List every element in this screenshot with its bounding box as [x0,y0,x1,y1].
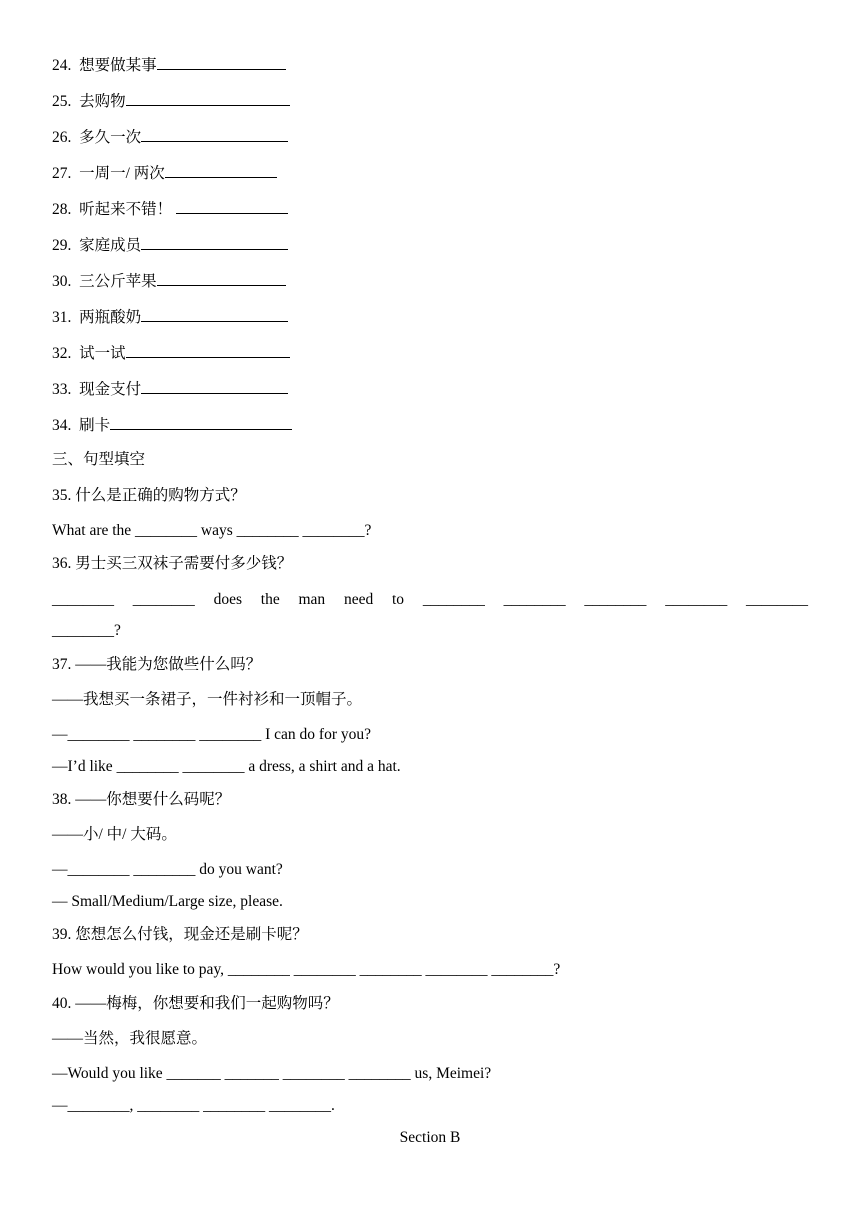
item-number: 33. [52,381,72,398]
item-text: 三公斤苹果 [79,273,157,290]
question-36-prompt: 36. 男士买三双袜子需要付多少钱？ [52,555,293,572]
answer-blank[interactable] [141,126,288,142]
question-36-sentence-end: ________? [52,622,121,639]
item-number: 27. [52,165,72,182]
item-number: 26. [52,129,72,146]
question-35-sentence: What are the ________ ways ________ ________? [52,522,372,539]
sentence-word: does [213,591,242,608]
answer-blank[interactable] [141,306,288,322]
question-35-prompt: 35. 什么是正确的购物方式？ [52,487,246,504]
answer-blank[interactable] [110,414,292,430]
sentence-word: man [298,591,326,608]
answer-blank[interactable] [157,270,286,286]
item-text: 刷卡 [79,417,111,434]
question-39-prompt: 39. 您想怎么付钱，现金还是刷卡呢？ [52,926,308,943]
question-37-sentence-1: —________ ________ ________ I can do for you? [52,726,371,743]
vocab-item [52,234,288,256]
question-40-sentence-1: —Would you like _______ _______ ________ ________ us, Meimei? [52,1065,492,1082]
answer-blank[interactable]: ________ [745,591,808,608]
question-37-prompt: 37. ——我能为您做些什么吗？ [52,656,262,673]
item-text: 两瓶酸奶 [79,309,142,326]
answer-blank[interactable] [176,198,288,214]
item-number: 32. [52,345,72,362]
item-text: 现金支付 [79,381,142,398]
item-text: 多久一次 [79,129,142,146]
answer-blank[interactable]: ________ [422,591,485,608]
question-37-sentence-2: —I’d like ________ ________ a dress, a shirt and a hat. [52,758,401,775]
question-38-prompt-reply: ——小/ 中/ 大码。 [52,826,177,843]
question-38-sentence-1: —________ ________ do you want? [52,861,283,878]
question-38-sentence-2: — Small/Medium/Large size, please. [52,893,283,910]
vocab-item [52,270,286,292]
question-39-sentence: How would you like to pay, ________ ________ ________ ________ ________? [52,961,561,978]
section-b-heading: Section B [399,1129,461,1146]
vocab-item [52,90,290,112]
vocab-item [52,198,288,220]
question-40-prompt: 40. ——梅梅，你想要和我们一起购物吗？ [52,995,339,1012]
sentence-word: the [260,591,280,608]
item-text: 试一试 [79,345,126,362]
item-number: 24. [52,57,72,74]
vocab-item [52,414,292,436]
item-text: 想要做某事 [79,57,157,74]
item-text: 听起来不错！ [79,201,173,218]
answer-blank[interactable] [141,234,288,250]
question-37-prompt-reply: ——我想买一条裙子，一件衬衫和一顶帽子。 [52,691,363,708]
section-heading: 三、句型填空 [52,451,146,468]
sentence-word: to [392,591,405,608]
item-text: 去购物 [79,93,126,110]
vocab-item [52,342,290,364]
item-number: 29. [52,237,72,254]
item-number: 30. [52,273,72,290]
sentence-word: need [343,591,374,608]
item-number: 34. [52,417,72,434]
item-number: 28. [52,201,72,218]
question-38-prompt: 38. ——你想要什么码呢？ [52,791,231,808]
answer-blank[interactable] [165,162,277,178]
answer-blank[interactable]: ________ [132,591,195,608]
item-text: 一周一/ 两次 [79,165,165,182]
answer-blank[interactable] [141,378,288,394]
answer-blank[interactable]: ________ [665,591,728,608]
answer-blank[interactable] [157,54,286,70]
answer-blank[interactable]: ________ [52,591,114,608]
vocab-item [52,378,288,400]
answer-blank[interactable]: ________ [503,591,566,608]
item-number: 25. [52,93,72,110]
answer-blank[interactable]: ________ [584,591,647,608]
answer-blank[interactable] [126,90,290,106]
vocab-item [52,162,277,184]
item-text: 家庭成员 [79,237,142,254]
question-36-sentence [52,590,808,610]
question-40-sentence-2: —________, ________ ________ ________. [52,1097,335,1114]
answer-blank[interactable] [126,342,290,358]
item-number: 31. [52,309,72,326]
vocab-item [52,54,286,76]
question-40-prompt-reply: ——当然，我很愿意。 [52,1030,208,1047]
vocab-item [52,126,288,148]
vocab-item [52,306,288,328]
